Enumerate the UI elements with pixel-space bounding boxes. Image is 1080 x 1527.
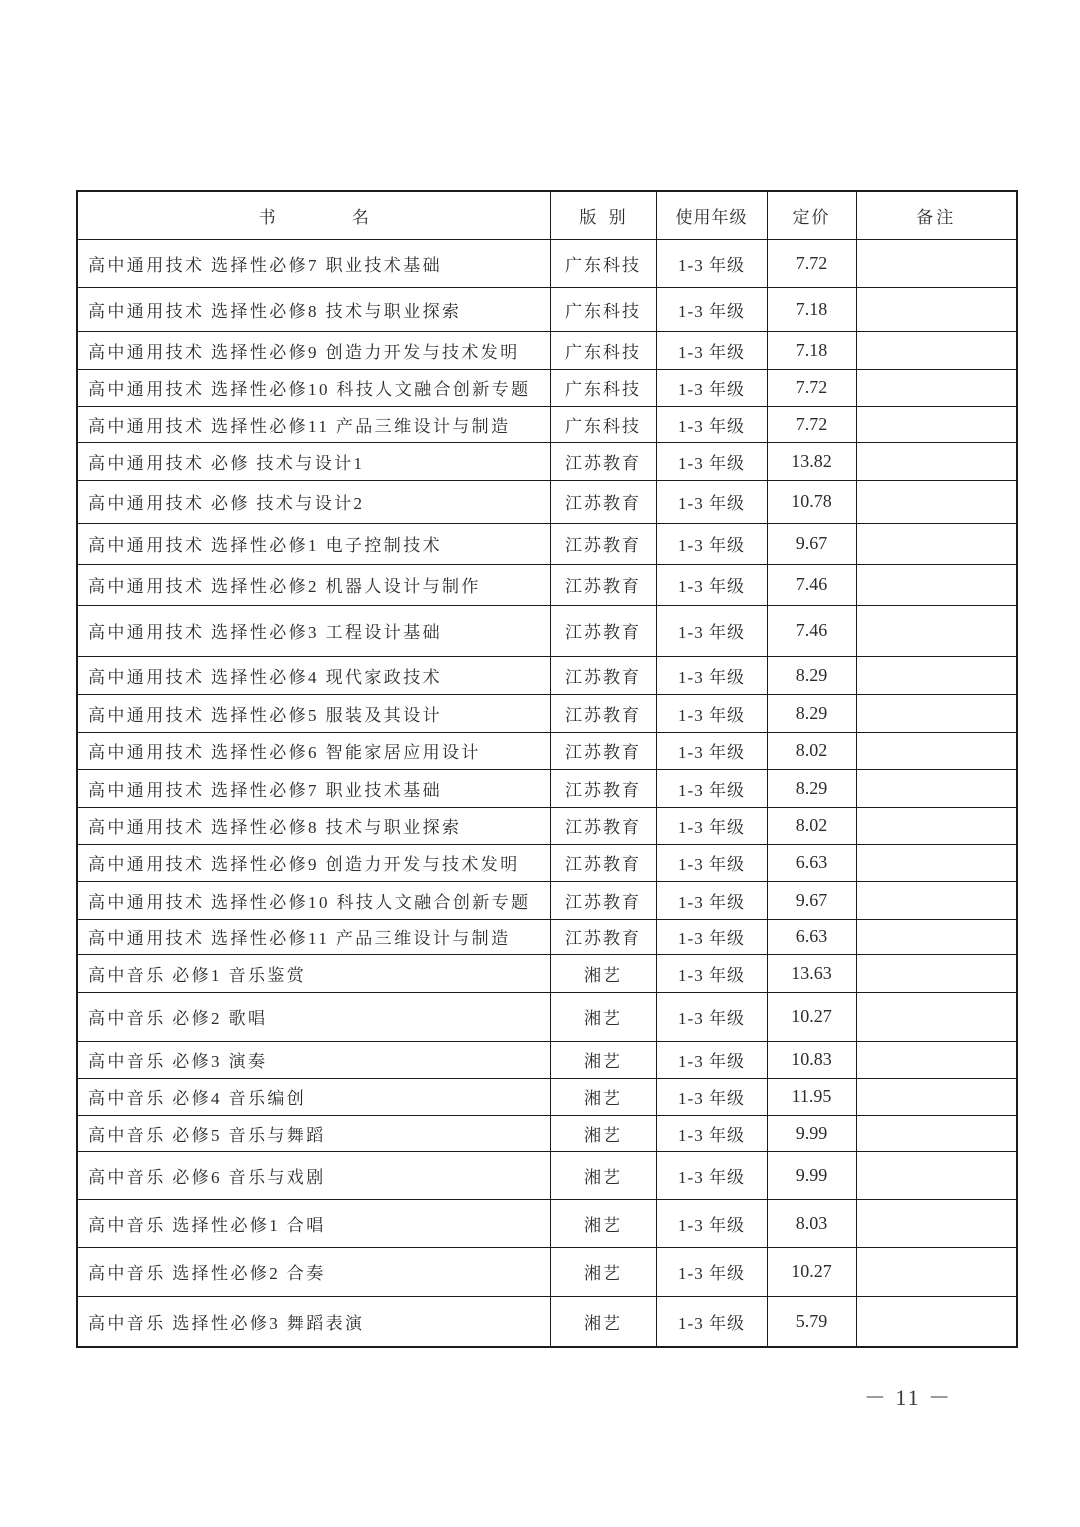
cell-publisher: 江苏教育	[550, 442, 656, 480]
cell-book-name: 高中音乐 必修3 演奏	[77, 1041, 550, 1078]
table-row	[77, 992, 1017, 1041]
cell-book-name: 高中通用技术 选择性必修3 工程设计基础	[77, 605, 550, 656]
cell-grade: 1-3 年级	[656, 694, 767, 732]
header-book-name: 书 名	[77, 191, 550, 239]
cell-grade: 1-3 年级	[656, 656, 767, 694]
cell-grade: 1-3 年级	[656, 954, 767, 992]
cell-grade: 1-3 年级	[656, 919, 767, 954]
cell-remark	[856, 919, 1017, 954]
cell-price: 10.78	[767, 480, 856, 523]
cell-publisher: 广东科技	[550, 406, 656, 442]
cell-publisher: 广东科技	[550, 369, 656, 406]
cell-remark	[856, 1296, 1017, 1347]
cell-publisher: 广东科技	[550, 331, 656, 369]
cell-remark	[856, 992, 1017, 1041]
cell-price: 7.72	[767, 369, 856, 406]
cell-book-name: 高中通用技术 选择性必修10 科技人文融合创新专题	[77, 881, 550, 919]
cell-book-name: 高中通用技术 选择性必修10 科技人文融合创新专题	[77, 369, 550, 406]
cell-book-name: 高中通用技术 选择性必修1 电子控制技术	[77, 523, 550, 564]
table-row	[77, 656, 1017, 694]
cell-grade: 1-3 年级	[656, 480, 767, 523]
cell-book-name: 高中音乐 选择性必修1 合唱	[77, 1199, 550, 1247]
cell-price: 10.27	[767, 1247, 856, 1296]
cell-remark	[856, 1151, 1017, 1199]
cell-grade: 1-3 年级	[656, 442, 767, 480]
cell-grade: 1-3 年级	[656, 732, 767, 769]
table-row	[77, 769, 1017, 807]
cell-publisher: 湘艺	[550, 1247, 656, 1296]
cell-grade: 1-3 年级	[656, 1247, 767, 1296]
header-grade: 使用年级	[656, 191, 767, 239]
cell-book-name: 高中音乐 必修6 音乐与戏剧	[77, 1151, 550, 1199]
cell-price: 8.03	[767, 1199, 856, 1247]
cell-remark	[856, 732, 1017, 769]
table-row	[77, 694, 1017, 732]
cell-remark	[856, 564, 1017, 605]
cell-remark	[856, 1041, 1017, 1078]
table-row	[77, 919, 1017, 954]
cell-book-name: 高中通用技术 必修 技术与设计1	[77, 442, 550, 480]
table-row	[77, 1247, 1017, 1296]
table-row	[77, 881, 1017, 919]
cell-remark	[856, 1199, 1017, 1247]
cell-price: 8.29	[767, 656, 856, 694]
cell-grade: 1-3 年级	[656, 1041, 767, 1078]
table-row	[77, 1151, 1017, 1199]
cell-grade: 1-3 年级	[656, 369, 767, 406]
cell-price: 9.99	[767, 1115, 856, 1151]
table-row	[77, 442, 1017, 480]
cell-price: 6.63	[767, 919, 856, 954]
table-row	[77, 564, 1017, 605]
cell-price: 10.27	[767, 992, 856, 1041]
cell-book-name: 高中通用技术 选择性必修9 创造力开发与技术发明	[77, 331, 550, 369]
cell-remark	[856, 954, 1017, 992]
cell-remark	[856, 769, 1017, 807]
cell-book-name: 高中音乐 必修2 歌唱	[77, 992, 550, 1041]
cell-price: 5.79	[767, 1296, 856, 1347]
cell-price: 8.29	[767, 769, 856, 807]
cell-book-name: 高中通用技术 选择性必修6 智能家居应用设计	[77, 732, 550, 769]
cell-publisher: 湘艺	[550, 1199, 656, 1247]
table-row	[77, 406, 1017, 442]
cell-price: 6.63	[767, 844, 856, 881]
table-row	[77, 287, 1017, 331]
cell-remark	[856, 331, 1017, 369]
cell-book-name: 高中通用技术 选择性必修7 职业技术基础	[77, 239, 550, 287]
header-row	[77, 191, 1017, 239]
cell-book-name: 高中通用技术 选择性必修8 技术与职业探索	[77, 807, 550, 844]
cell-book-name: 高中通用技术 选择性必修4 现代家政技术	[77, 656, 550, 694]
cell-book-name: 高中通用技术 选择性必修11 产品三维设计与制造	[77, 919, 550, 954]
cell-publisher: 湘艺	[550, 992, 656, 1041]
cell-publisher: 江苏教育	[550, 564, 656, 605]
table-row	[77, 605, 1017, 656]
cell-book-name: 高中通用技术 选择性必修9 创造力开发与技术发明	[77, 844, 550, 881]
textbook-table	[76, 190, 1018, 1348]
cell-remark	[856, 1078, 1017, 1115]
cell-grade: 1-3 年级	[656, 605, 767, 656]
cell-price: 11.95	[767, 1078, 856, 1115]
cell-publisher: 湘艺	[550, 1151, 656, 1199]
cell-grade: 1-3 年级	[656, 287, 767, 331]
cell-remark	[856, 1247, 1017, 1296]
table-row	[77, 239, 1017, 287]
page-number: － 11 －	[863, 1385, 953, 1410]
cell-remark	[856, 442, 1017, 480]
cell-remark	[856, 605, 1017, 656]
cell-publisher: 江苏教育	[550, 769, 656, 807]
cell-grade: 1-3 年级	[656, 1199, 767, 1247]
header-price: 定价	[767, 191, 856, 239]
cell-publisher: 湘艺	[550, 954, 656, 992]
cell-price: 10.83	[767, 1041, 856, 1078]
cell-remark	[856, 369, 1017, 406]
cell-book-name: 高中通用技术 必修 技术与设计2	[77, 480, 550, 523]
cell-grade: 1-3 年级	[656, 844, 767, 881]
cell-grade: 1-3 年级	[656, 564, 767, 605]
cell-publisher: 江苏教育	[550, 732, 656, 769]
table-row	[77, 732, 1017, 769]
cell-book-name: 高中音乐 必修5 音乐与舞蹈	[77, 1115, 550, 1151]
cell-publisher: 江苏教育	[550, 656, 656, 694]
cell-grade: 1-3 年级	[656, 1296, 767, 1347]
cell-publisher: 湘艺	[550, 1115, 656, 1151]
cell-grade: 1-3 年级	[656, 1115, 767, 1151]
cell-remark	[856, 807, 1017, 844]
cell-price: 7.72	[767, 239, 856, 287]
cell-grade: 1-3 年级	[656, 992, 767, 1041]
table-row	[77, 331, 1017, 369]
cell-remark	[856, 406, 1017, 442]
table-row	[77, 954, 1017, 992]
table-row	[77, 1041, 1017, 1078]
cell-publisher: 江苏教育	[550, 694, 656, 732]
cell-publisher: 湘艺	[550, 1041, 656, 1078]
table-row	[77, 1078, 1017, 1115]
cell-publisher: 湘艺	[550, 1078, 656, 1115]
cell-remark	[856, 239, 1017, 287]
cell-grade: 1-3 年级	[656, 523, 767, 564]
cell-remark	[856, 844, 1017, 881]
table-row	[77, 480, 1017, 523]
table-row	[77, 807, 1017, 844]
cell-publisher: 江苏教育	[550, 523, 656, 564]
cell-book-name: 高中音乐 选择性必修2 合奏	[77, 1247, 550, 1296]
cell-remark	[856, 1115, 1017, 1151]
cell-price: 13.63	[767, 954, 856, 992]
cell-publisher: 广东科技	[550, 239, 656, 287]
cell-remark	[856, 523, 1017, 564]
cell-book-name: 高中音乐 必修4 音乐编创	[77, 1078, 550, 1115]
cell-grade: 1-3 年级	[656, 406, 767, 442]
cell-publisher: 江苏教育	[550, 844, 656, 881]
cell-price: 13.82	[767, 442, 856, 480]
cell-remark	[856, 287, 1017, 331]
cell-book-name: 高中音乐 选择性必修3 舞蹈表演	[77, 1296, 550, 1347]
cell-remark	[856, 881, 1017, 919]
cell-publisher: 江苏教育	[550, 807, 656, 844]
cell-grade: 1-3 年级	[656, 881, 767, 919]
cell-book-name: 高中音乐 必修1 音乐鉴赏	[77, 954, 550, 992]
cell-price: 7.46	[767, 564, 856, 605]
cell-book-name: 高中通用技术 选择性必修5 服装及其设计	[77, 694, 550, 732]
cell-price: 7.18	[767, 287, 856, 331]
cell-grade: 1-3 年级	[656, 807, 767, 844]
table-row	[77, 844, 1017, 881]
table-row	[77, 369, 1017, 406]
cell-grade: 1-3 年级	[656, 1078, 767, 1115]
cell-remark	[856, 694, 1017, 732]
header-publisher: 版 别	[550, 191, 656, 239]
cell-price: 8.02	[767, 732, 856, 769]
cell-price: 7.72	[767, 406, 856, 442]
cell-price: 7.46	[767, 605, 856, 656]
cell-price: 9.99	[767, 1151, 856, 1199]
cell-publisher: 湘艺	[550, 1296, 656, 1347]
cell-book-name: 高中通用技术 选择性必修7 职业技术基础	[77, 769, 550, 807]
table-row	[77, 1296, 1017, 1347]
table-row	[77, 523, 1017, 564]
cell-grade: 1-3 年级	[656, 769, 767, 807]
cell-price: 9.67	[767, 881, 856, 919]
table-row	[77, 1115, 1017, 1151]
cell-price: 8.02	[767, 807, 856, 844]
cell-price: 7.18	[767, 331, 856, 369]
cell-publisher: 江苏教育	[550, 605, 656, 656]
table-header	[77, 191, 1017, 239]
cell-remark	[856, 656, 1017, 694]
header-remark: 备注	[856, 191, 1017, 239]
table-row	[77, 1199, 1017, 1247]
cell-publisher: 江苏教育	[550, 881, 656, 919]
cell-grade: 1-3 年级	[656, 1151, 767, 1199]
cell-book-name: 高中通用技术 选择性必修2 机器人设计与制作	[77, 564, 550, 605]
cell-price: 8.29	[767, 694, 856, 732]
cell-publisher: 江苏教育	[550, 480, 656, 523]
cell-grade: 1-3 年级	[656, 331, 767, 369]
cell-book-name: 高中通用技术 选择性必修11 产品三维设计与制造	[77, 406, 550, 442]
cell-grade: 1-3 年级	[656, 239, 767, 287]
cell-remark	[856, 480, 1017, 523]
table-body	[77, 239, 1017, 1347]
cell-publisher: 江苏教育	[550, 919, 656, 954]
cell-price: 9.67	[767, 523, 856, 564]
cell-book-name: 高中通用技术 选择性必修8 技术与职业探索	[77, 287, 550, 331]
cell-publisher: 广东科技	[550, 287, 656, 331]
